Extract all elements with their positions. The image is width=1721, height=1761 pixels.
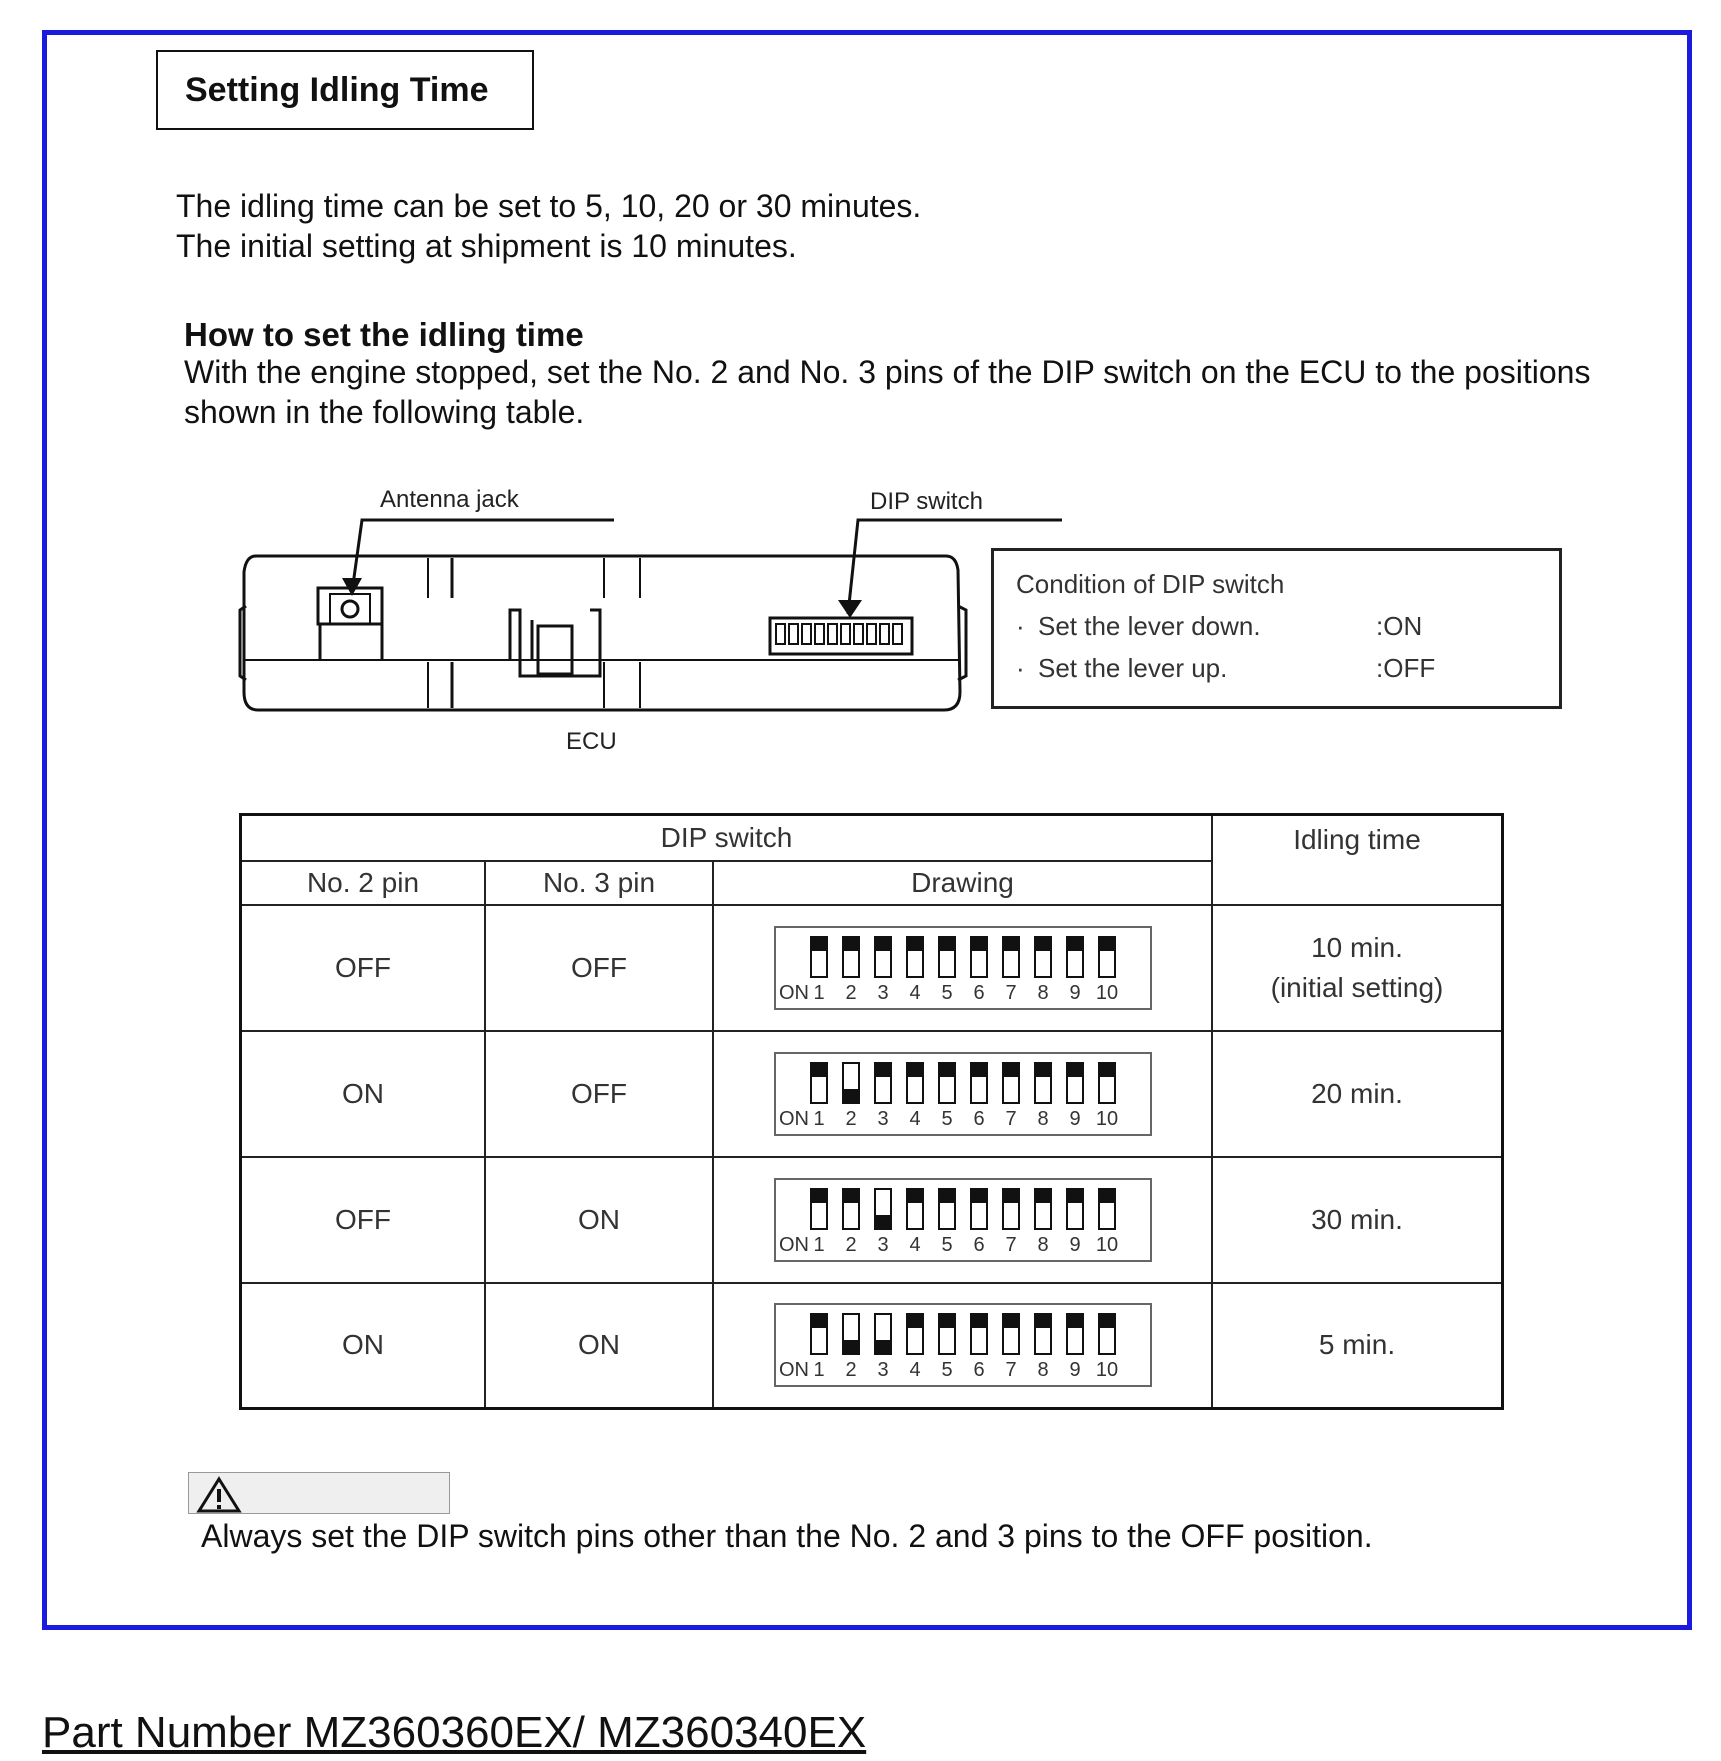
table-row bbox=[241, 1283, 1503, 1409]
pin-number: 6 bbox=[972, 981, 985, 1004]
table-row bbox=[241, 1031, 1503, 1157]
pin-number: 1 bbox=[812, 1359, 825, 1382]
dip-lever-off bbox=[971, 1314, 987, 1328]
pin3-value: OFF bbox=[485, 1031, 713, 1157]
dip-lever-off bbox=[971, 1063, 987, 1077]
idling-time-note: (initial setting) bbox=[1270, 971, 1444, 1003]
dip-lever-off bbox=[939, 937, 955, 951]
drawing-cell bbox=[713, 905, 1212, 1031]
caution-banner bbox=[188, 1472, 450, 1514]
pin-number: 4 bbox=[908, 1107, 921, 1130]
pin2-value: ON bbox=[241, 1031, 486, 1157]
dip-lever-off bbox=[1003, 1063, 1019, 1077]
pin-number: 4 bbox=[908, 1233, 921, 1256]
pin-number: 10 bbox=[1095, 981, 1118, 1004]
on-label: ON bbox=[778, 981, 809, 1004]
dip-lever-off bbox=[907, 1063, 923, 1077]
dip-lever-off bbox=[1099, 1063, 1115, 1077]
idling-time-cell bbox=[1212, 905, 1503, 1031]
pin-number: 1 bbox=[812, 1107, 825, 1130]
intro-line: The idling time can be set to 5, 10, 20 or 30 minutes. bbox=[176, 188, 922, 224]
dip-lever-off bbox=[971, 937, 987, 951]
dip-lever-off bbox=[971, 1189, 987, 1203]
pin-number: 6 bbox=[972, 1233, 985, 1256]
dip-switch-drawing bbox=[773, 1177, 1153, 1263]
dip-lever-off bbox=[811, 1063, 827, 1077]
dip-lever-off bbox=[1067, 1189, 1083, 1203]
pin-number: 5 bbox=[940, 1233, 953, 1256]
dip-lever-off bbox=[907, 1189, 923, 1203]
dip-switch-drawing bbox=[773, 1302, 1153, 1388]
dip-lever-on bbox=[875, 1340, 891, 1354]
antenna-jack-label: Antenna jack bbox=[380, 486, 519, 513]
pin-number: 3 bbox=[876, 1233, 889, 1256]
dip-lever-on bbox=[875, 1215, 891, 1229]
dip-lever-off bbox=[1035, 937, 1051, 951]
dip-switch-table bbox=[239, 813, 1504, 1410]
pin-number: 2 bbox=[844, 1359, 857, 1382]
pin-number: 4 bbox=[908, 1359, 921, 1382]
switch-frame bbox=[775, 1304, 1151, 1386]
dip-lever-off bbox=[1099, 937, 1115, 951]
dip-lever-off bbox=[1035, 1189, 1051, 1203]
pin-number: 6 bbox=[972, 1107, 985, 1130]
pin-number: 4 bbox=[908, 981, 921, 1004]
section-title: Setting Idling Time bbox=[156, 50, 534, 130]
switch-frame bbox=[775, 1179, 1151, 1261]
dip-lever-off bbox=[1067, 937, 1083, 951]
dip-lever-off bbox=[907, 1314, 923, 1328]
dip-lever-off bbox=[1035, 1063, 1051, 1077]
dip-lever-off bbox=[875, 937, 891, 951]
header-idling-time: Idling time bbox=[1212, 815, 1503, 905]
dip-lever-on bbox=[843, 1089, 859, 1103]
drawing-cell bbox=[713, 1157, 1212, 1283]
howto-heading: How to set the idling time bbox=[184, 316, 584, 353]
drawing-cell bbox=[713, 1031, 1212, 1157]
dip-lever-off bbox=[939, 1189, 955, 1203]
part-number: Part Number MZ360360EX/ MZ360340EX bbox=[42, 1708, 867, 1757]
idling-time-cell bbox=[1212, 1031, 1503, 1157]
dip-switch-drawing bbox=[773, 925, 1153, 1011]
pin-number: 8 bbox=[1036, 981, 1049, 1004]
intro-text bbox=[176, 186, 921, 266]
dip-lever-off bbox=[875, 1063, 891, 1077]
pin-number: 7 bbox=[1004, 1359, 1017, 1382]
pin-number: 8 bbox=[1036, 1233, 1049, 1256]
dip-lever-off bbox=[939, 1314, 955, 1328]
pin2-value: OFF bbox=[241, 905, 486, 1031]
pin-number: 3 bbox=[876, 1359, 889, 1382]
howto-text: With the engine stopped, set the No. 2 and No. 3 pins of the DIP switch on the ECU to the positions shown in the following table. bbox=[184, 354, 1591, 430]
dip-lever-off bbox=[811, 1189, 827, 1203]
condition-value: :OFF bbox=[1376, 653, 1436, 683]
pin-number: 1 bbox=[812, 981, 825, 1004]
header-pin2: No. 2 pin bbox=[241, 861, 486, 905]
idling-time-cell bbox=[1212, 1283, 1503, 1409]
pin3-value: OFF bbox=[485, 905, 713, 1031]
dip-lever-off bbox=[1003, 1189, 1019, 1203]
dip-lever-off bbox=[1003, 937, 1019, 951]
bullet: · bbox=[1016, 653, 1025, 683]
pin2-value: OFF bbox=[241, 1157, 486, 1283]
pin-number: 10 bbox=[1095, 1233, 1118, 1256]
idling-time-value: 30 min. bbox=[1311, 1203, 1403, 1235]
pin-number: 6 bbox=[972, 1359, 985, 1382]
pin-number: 2 bbox=[844, 981, 857, 1004]
pin-number: 7 bbox=[1004, 1107, 1017, 1130]
dip-lever-off bbox=[1067, 1063, 1083, 1077]
dip-condition-box bbox=[991, 548, 1562, 709]
dip-lever-off bbox=[1067, 1314, 1083, 1328]
on-label: ON bbox=[778, 1359, 809, 1382]
dip-lever-on bbox=[843, 1340, 859, 1354]
pin-number: 2 bbox=[844, 1107, 857, 1130]
table-row bbox=[241, 905, 1503, 1031]
pin-number: 10 bbox=[1095, 1359, 1118, 1382]
dip-lever-off bbox=[1003, 1314, 1019, 1328]
pin-number: 8 bbox=[1036, 1359, 1049, 1382]
dip-lever-off bbox=[907, 937, 923, 951]
dip-lever-off bbox=[1035, 1314, 1051, 1328]
pin-number: 3 bbox=[876, 1107, 889, 1130]
switch-frame bbox=[775, 927, 1151, 1009]
dip-lever-off bbox=[843, 1189, 859, 1203]
condition-value: :ON bbox=[1376, 611, 1423, 641]
pin-number: 9 bbox=[1068, 1233, 1081, 1256]
dip-lever-off bbox=[939, 1063, 955, 1077]
dip-lever-off bbox=[811, 937, 827, 951]
dip-lever-off bbox=[843, 937, 859, 951]
pin-number: 9 bbox=[1068, 1359, 1081, 1382]
bullet: · bbox=[1016, 611, 1025, 641]
dip-lever-off bbox=[811, 1314, 827, 1328]
pin-number: 9 bbox=[1068, 981, 1081, 1004]
intro-line: The initial setting at shipment is 10 minutes. bbox=[176, 228, 797, 264]
switch-frame bbox=[775, 1053, 1151, 1135]
condition-text: Set the lever down. bbox=[1038, 611, 1261, 641]
pin3-value: ON bbox=[485, 1157, 713, 1283]
idling-time-value: 20 min. bbox=[1311, 1077, 1403, 1109]
dip-lever-off bbox=[1099, 1189, 1115, 1203]
pin-number: 9 bbox=[1068, 1107, 1081, 1130]
on-label: ON bbox=[778, 1233, 809, 1256]
idling-time-cell bbox=[1212, 1157, 1503, 1283]
condition-text: Set the lever up. bbox=[1038, 653, 1228, 683]
ecu-label: ECU bbox=[566, 728, 617, 755]
pin-number: 3 bbox=[876, 981, 889, 1004]
dip-switch-drawing bbox=[773, 1051, 1153, 1137]
dip-switch-label: DIP switch bbox=[870, 488, 983, 515]
warning-triangle-icon bbox=[195, 1475, 245, 1515]
on-label: ON bbox=[778, 1107, 809, 1130]
condition-title: Condition of DIP switch bbox=[1016, 569, 1285, 599]
caution-text: Always set the DIP switch pins other than the No. 2 and 3 pins to the OFF position. bbox=[201, 1518, 1373, 1554]
idling-time-value: 5 min. bbox=[1318, 1329, 1396, 1361]
pin-number: 2 bbox=[844, 1233, 857, 1256]
pin-number: 5 bbox=[940, 1107, 953, 1130]
drawing-cell bbox=[713, 1283, 1212, 1409]
pin-number: 1 bbox=[812, 1233, 825, 1256]
header-dip-switch: DIP switch bbox=[241, 815, 1213, 861]
pin-number: 7 bbox=[1004, 1233, 1017, 1256]
pin-number: 5 bbox=[940, 981, 953, 1004]
pin-number: 7 bbox=[1004, 981, 1017, 1004]
dip-lever-off bbox=[1099, 1314, 1115, 1328]
pin-number: 5 bbox=[940, 1359, 953, 1382]
idling-time-value: 10 min. bbox=[1311, 931, 1403, 963]
pin-number: 10 bbox=[1095, 1107, 1118, 1130]
pin3-value: ON bbox=[485, 1283, 713, 1409]
table-row bbox=[241, 1157, 1503, 1283]
pin2-value: ON bbox=[241, 1283, 486, 1409]
pin-number: 8 bbox=[1036, 1107, 1049, 1130]
header-drawing: Drawing bbox=[713, 861, 1212, 905]
header-pin3: No. 3 pin bbox=[485, 861, 713, 905]
